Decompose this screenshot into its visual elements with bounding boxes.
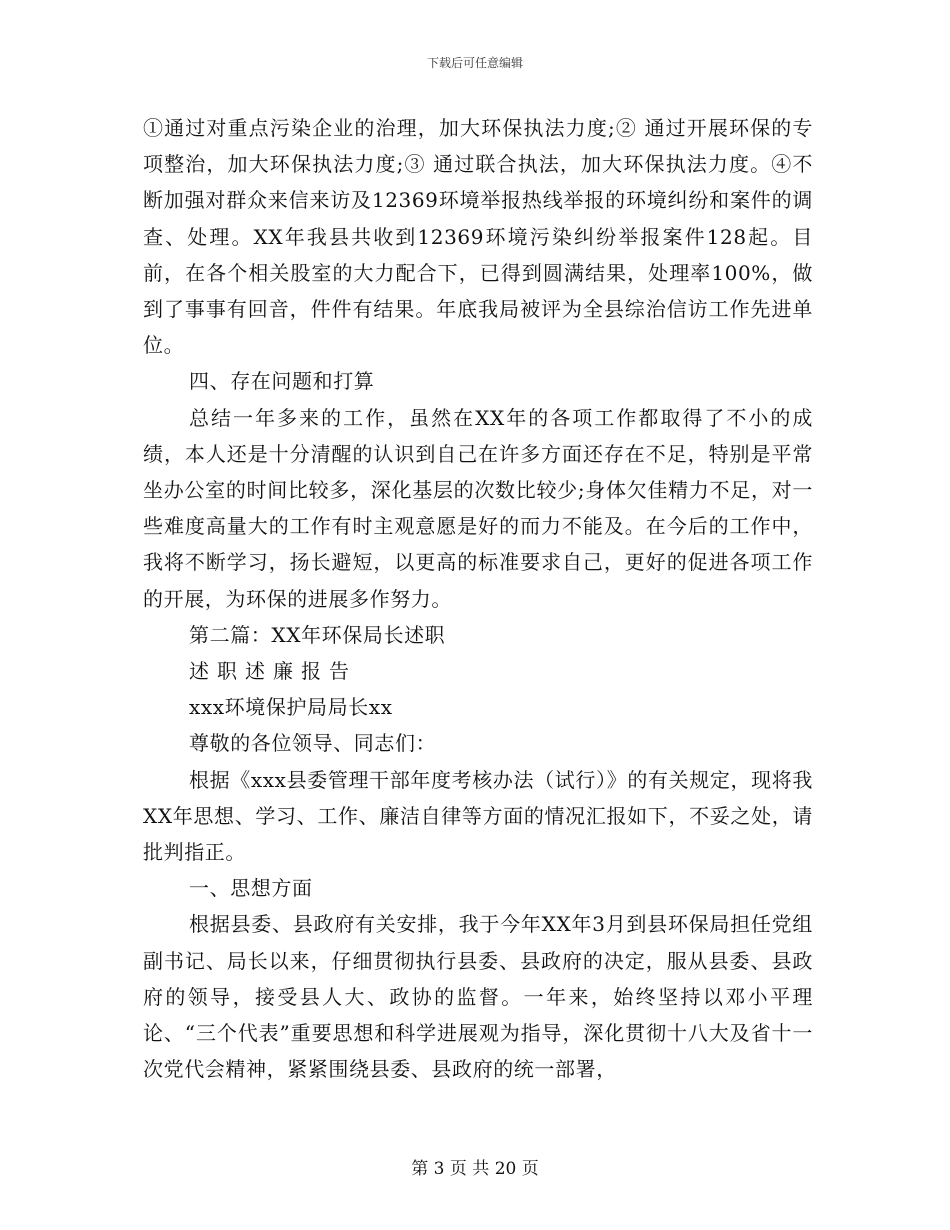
section-heading-problems-plans: 四、存在问题和打算 — [189, 369, 375, 394]
paragraph-enforcement-measures: ①通过对重点污染企业的治理，加大环保执法力度;② 通过开展环保的专项整治，加大环保执法力度;③ 通过联合执法，加大环保执法力度。④不断加强对群众来信来访及12369环境举报热线举报的环境纠纷和案件的调查、处理。XX年我县共收到12369环境污染纠纷举报案件128起。目前，在各个相关股室的大力配合下，已得到圆满结果，处理率100%，做到了事事有回音，件件有结果。年底我局被评为全县综治信访工作先进单位。 — [143, 116, 813, 358]
report-author: xxx环境保护局局长xx — [189, 695, 393, 720]
chapter-title: 第二篇：XX年环保局长述职 — [189, 622, 446, 647]
report-title: 述职述廉报告 — [189, 659, 357, 684]
section-heading-thought: 一、思想方面 — [189, 876, 313, 901]
paragraph-summary: 总结一年多来的工作，虽然在XX年的各项工作都取得了不小的成绩，本人还是十分清醒的认识到自己在许多方面还存在不足，特别是平常坐办公室的时间比较多，深化基层的次数比较少;身体欠佳精力不足，对一些难度高量大的工作有时主观意愿是好的而力不能及。在今后的工作中，我将不断学习，扬长避短，以更高的标准要求自己，更好的促进各项工作的开展，为环保的进展多作努力。 — [143, 405, 813, 611]
document-body — [143, 110, 813, 1087]
page-footer: 第 3 页 共 20 页 — [411, 1159, 539, 1179]
paragraph-intro: 根据《xxx县委管理干部年度考核办法（试行）》的有关规定，现将我XX年思想、学习、工作、廉洁自律等方面的情况汇报如下，不妥之处，请批判指正。 — [143, 767, 813, 865]
page-header: 下载后可任意编辑 — [426, 56, 523, 70]
salutation: 尊敬的各位领导、同志们： — [189, 731, 437, 756]
paragraph-thought: 根据县委、县政府有关安排，我于今年XX年3月到县环保局担任党组副书记、局长以来，仔细贯彻执行县委、县政府的决定，服从县委、县政府的领导，接受县人大、政协的监督。一年来，始终坚持以邓小平理论、“三个代表”重要思想和科学进展观为指导，深化贯彻十八大及省十一次党代会精神，紧紧围绕县委、县政府的统一部署， — [143, 912, 813, 1082]
